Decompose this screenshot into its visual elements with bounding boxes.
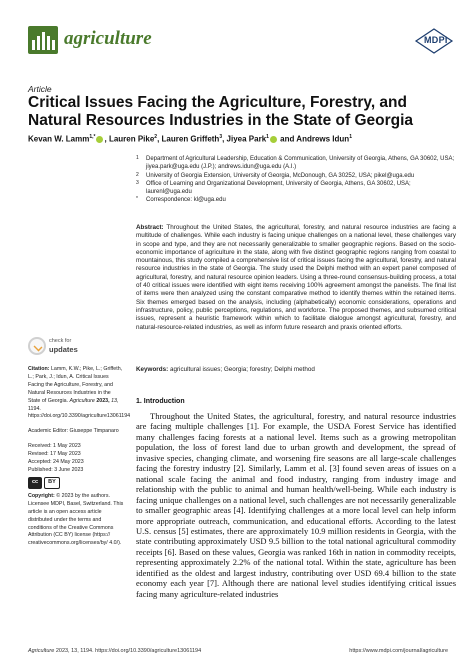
mdpi-text: MDPI — [424, 35, 448, 45]
citation-page: 1194. — [28, 405, 41, 412]
affiliation-text: University of Georgia Extension, University of Georgia, McDonough, GA 30252, USA; pikel@uga.edu — [146, 172, 415, 179]
date-published: Published: 3 June 2023 — [28, 466, 84, 473]
copyright-label: Copyright: — [28, 492, 55, 499]
introduction-paragraph: Throughout the United States, the agricultural, forestry, and natural resource industries are facing multiple challenges [1]. For example, the USDA Forest Service has identified many challenges facing forests at a national level. Items such as a growing metropolitan population, the loss of forest land due to urban growth and development, the spread of invasive species, changing climate, and worsening fire seasons are all large-scale challenges facing the forestry industry [2]. Similarly, Lamm et al. [3] found seven areas of issues on a national scale facing the animal and food industry, ranging from industry image and relationship with the public to animal and human health/well-being. While each industry is facing unique challenges on a national level, such challenges are not necessarily generalizable to smaller geographic areas [4]. Identifying challenges at a more local level can help inform more appropriate outreach, communication, and educational efforts. According to the latest U.S. census [5] estimates, there are approximately 10.9 million residents in Georgia, with the state contributing approximately USD 9.5 billion to the total national agricultural commodity receipts [6]. Based on these values, Georgia was ranked 16th in nation in commodity receipts, representing approximately 2.2% of the national total. Within the state, agriculture has been identified as the oldest and largest industry, contributing over USD 69.4 billion to the state economy each year [7]. Although there are national level studies identifying critical issues facing many agriculture-related industries — [136, 411, 456, 599]
author-name[interactable]: Lauren Pike — [108, 134, 155, 144]
editor-name: Giuseppe Timpanaro — [69, 428, 119, 435]
footer-citation — [28, 648, 201, 654]
check-for-updates-badge[interactable] — [28, 336, 90, 360]
abstract-text: Throughout the United States, the agricultural, forestry, and natural resource industries are facing a multitude of challenges. While each industry is facing unique challenges on a national level, these challenges vary in scope and type, and they are not necessarily generalizable to smaller geographic regions. Based on the socio-economic importance of agriculture in the state, along with five distinct geographic regions ranging from coastal to mountainous, this study compiled a comprehensive list of critical issues facing the agricultural, forestry, and natural resource industries in the state of Georgia. The study used the Delphi method with an expert panel composed of agricultural, forestry, and natural resource opinion leaders. Using a three-round consensus-building process, a total of 40 critical issues were identified with eight items receiving 100% agreement amongst the panelists. The final list of items were then analyzed using the constant comparative method to identify themes within the retained items. Six themes emerged based on the analysis, including (alphabetically) economic considerations, operations and infrastructure, policy, public perceptions, regulations, and workforce. The proposed themes, and subsumed critical issues, represent a heuristic framework within which to facilitate dialogue amongst agricultural, forestry, and natural-resource-related industries, as well as inform future research and praxis oriented efforts. — [136, 224, 457, 331]
author-sup: 2 — [154, 134, 158, 140]
affiliation-number: 2 — [136, 171, 139, 178]
correspondence-text: Correspondence: kl@uga.edu — [146, 197, 226, 204]
author-name[interactable]: Kevan W. Lamm — [28, 134, 90, 144]
author-sup: 1 — [349, 134, 352, 140]
orcid-icon[interactable] — [96, 136, 103, 143]
citation — [28, 366, 131, 421]
author-name[interactable]: Lauren Griffeth — [161, 134, 220, 144]
journal-name: agriculture — [64, 28, 152, 49]
keywords — [136, 366, 456, 374]
date-revised: Revised: 17 May 2023 — [28, 451, 81, 458]
affiliation — [136, 155, 456, 172]
footer-journal-url[interactable]: https://www.mdpi.com/journal/agriculture — [349, 648, 448, 654]
affiliation — [136, 180, 456, 197]
abstract — [136, 224, 456, 332]
keywords-label: Keywords: — [136, 366, 169, 373]
author-sup: 3 — [219, 134, 223, 140]
check-updates-line2: updates — [49, 345, 78, 354]
article-type: Article — [28, 84, 52, 94]
footer-journal: Agriculture — [28, 648, 55, 654]
editor-label: Academic Editor: — [28, 428, 69, 435]
mdpi-logo — [414, 28, 454, 54]
author-list: Kevan W. Lamm$^{1,*}$ , Lauren Pike$^2$, Lauren Griffeth$^3$, Jiyea Park$^1$ and Andrews Idun$^1$ — [28, 134, 352, 144]
left-sidebar — [28, 366, 131, 548]
citation-label: Citation: — [28, 366, 50, 372]
footer-citation-rest[interactable]: 2023, 13, 1194. https://doi.org/10.3390/agriculture13061194 — [54, 648, 202, 654]
copyright — [28, 493, 124, 548]
affiliation-number: * — [136, 196, 138, 203]
author-sup: 1 — [266, 134, 269, 140]
author-name[interactable]: Andrews Idun — [296, 134, 350, 144]
copyright-text: © 2023 by the authors. Licensee MDPI, Basel, Switzerland. This article is an open access article distributed under the terms and conditions of the Creative Commons Attribution (CC BY) license (https:// creativecommons.org/licenses/by/ 4.0/). — [28, 492, 124, 547]
affiliation-text: Office of Learning and Organizational Development, University of Georgia, Athens, GA 30602, USA; laurenl@uga.edu — [146, 180, 411, 196]
section-heading: 1. Introduction — [136, 398, 185, 405]
affiliation — [136, 172, 456, 180]
abstract-label: Abstract: — [136, 224, 164, 231]
keywords-text: agricultural issues; Georgia; forestry; Delphi method — [169, 366, 315, 373]
by-icon: BY — [44, 477, 60, 489]
affiliation-number: 3 — [136, 179, 139, 186]
citation-year: 2023, — [96, 397, 110, 404]
check-updates-line1: check for — [49, 338, 72, 344]
check-updates-icon — [28, 337, 46, 355]
citation-doi[interactable]: https://doi.org/10.3390/agriculture13061194 — [28, 413, 131, 420]
license-badge[interactable] — [28, 477, 124, 489]
citation-text: Lamm, K.W.; Pike, L.; Griffeth, L.; Park, J.; Idun, A. Critical Issues Facing the Agriculture, Forestry, and Natural Resources Industries in the State of Georgia. — [28, 366, 123, 404]
date-received: Received: 1 May 2023 — [28, 443, 81, 450]
body-text — [136, 411, 456, 599]
affiliation-number: 1 — [136, 155, 139, 161]
date-accepted: Accepted: 24 May 2023 — [28, 459, 84, 466]
author-sup: 1,* — [89, 134, 96, 140]
cc-icon: cc — [28, 477, 42, 489]
correspondence — [136, 196, 456, 204]
journal-logo-icon — [28, 26, 58, 54]
page-footer — [28, 648, 448, 654]
author-name[interactable]: Jiyea Park — [226, 134, 267, 144]
orcid-icon[interactable] — [270, 136, 277, 143]
citation-journal: Agriculture — [69, 397, 95, 404]
affiliation-text: Department of Agricultural Leadership, Education & Communication, University of Georgia, Athens, GA 30602, USA; jiyea.park@uga.edu (J.P.); andrews.idun@uga.edu (A.I.) — [146, 156, 455, 171]
article-title: Critical Issues Facing the Agriculture, Forestry, and Natural Resources Industries in the State of Georgia — [28, 94, 414, 129]
citation-volume: 13, — [111, 397, 119, 404]
journal-header — [28, 22, 448, 66]
academic-editor — [28, 428, 124, 436]
affiliations — [136, 155, 456, 205]
